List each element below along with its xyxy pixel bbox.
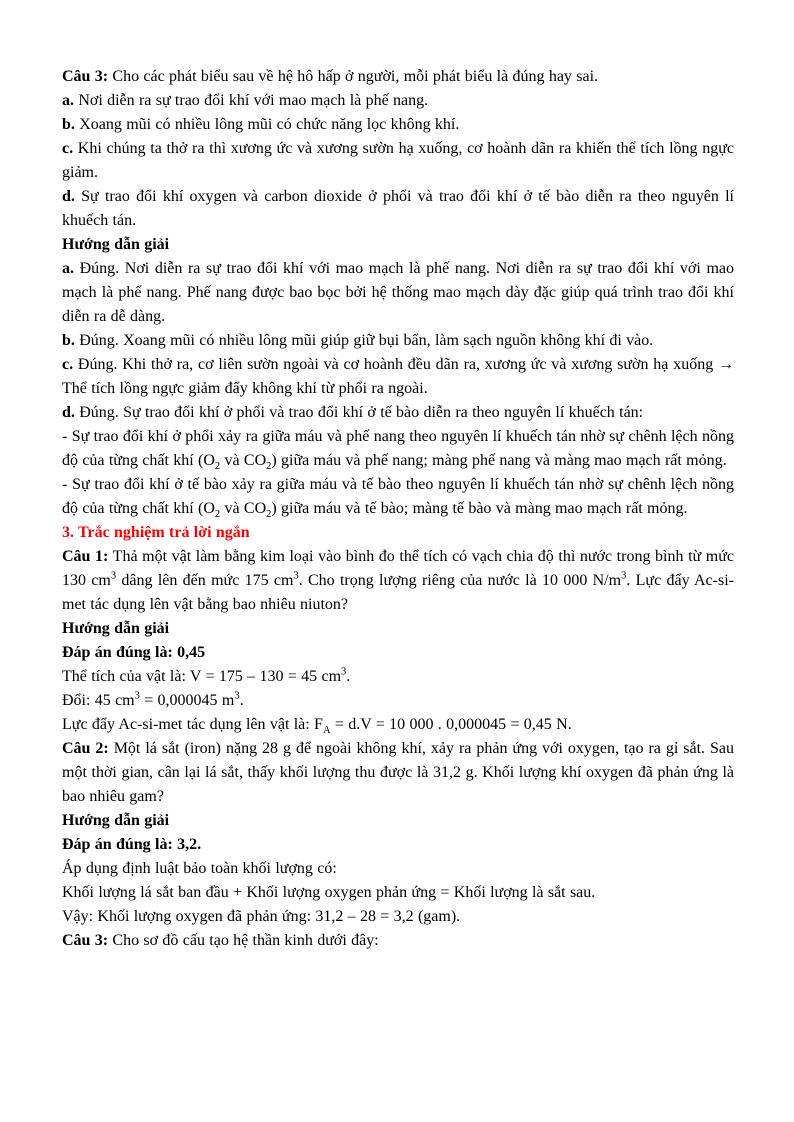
text-run: 2 [266,509,272,521]
solution-c [62,353,734,401]
cau1-work-volume [62,665,734,689]
text-run: Câu 3: [62,68,109,85]
text-run: Câu 1: [62,548,109,565]
document-body [62,65,734,953]
cau2-work-law [62,857,734,881]
text-run: Đáp án đúng là: 0,45 [62,644,206,661]
text-run: 3 [134,690,140,702]
cau2-work-result [62,905,734,929]
text-run: Sự trao đổi khí oxygen và carbon dioxide ở phổi và trao đổi khí ở tế bào diễn ra theo nguyên lí khuếch tán. [62,188,734,229]
question-cau1-archimedes [62,545,734,617]
text-run: Nơi diễn ra sự trao đổi khí với mao mạch là phế nang. [74,92,429,109]
text-run: Đúng. Xoang mũi có nhiều lông mũi giúp giữ bụi bẩn, làm sạch nguồn không khí đi vào. [74,332,654,349]
solution-heading-respiration [62,233,734,257]
text-run: a. [62,92,74,109]
question-cau3-respiration [62,65,734,89]
cau1-work-force [62,713,734,737]
text-run: . [346,668,351,685]
solution-heading-cau2 [62,809,734,833]
text-run: ) giữa máu và tế bào; màng tế bào và màng mao mạch rất mỏng. [271,500,688,517]
text-run: d. [62,404,75,421]
text-run: Thể tích của vật là: V = 175 – 130 = 45 cm [62,668,342,685]
text-run: Câu 2: [62,740,109,757]
text-run: 3 [621,570,627,582]
text-run: ) giữa máu và phế nang; màng phế nang và màng mao mạch rất mỏng. [271,452,727,469]
text-run: dâng lên đến mức 175 cm [116,572,294,589]
text-run: Hướng dẫn giải [62,812,170,829]
text-run: 3. Trắc nghiệm trả lời ngắn [62,524,250,541]
text-run: và CO [220,500,267,517]
text-run: c. [62,356,74,373]
text-run: 2 [214,461,221,473]
text-run: Thả một vật làm bằng kim loại vào bình đo thể tích có vạch chia độ thì nước trong bình từ mức 130 cm [62,548,734,589]
answer-cau2 [62,833,734,857]
text-run: Vậy: Khối lượng oxygen đã phản ứng: 31,2 – 28 = 3,2 (gam). [62,908,461,925]
text-run: = d.V = 10 000 . 0,000045 = 0,45 N. [330,716,572,733]
statement-b [62,113,734,137]
text-run: Câu 3: [62,932,109,949]
text-run: = 0,000045 m [139,692,235,709]
text-run: c. [62,140,74,157]
text-run: Đáp án đúng là: 3,2. [62,836,202,853]
question-cau2-iron [62,737,734,809]
answer-cau1 [62,641,734,665]
text-run: và CO [220,452,267,469]
text-run: 2 [214,509,221,521]
solution-a [62,257,734,329]
text-run: Lực đẩy Ac-si-met tác dụng lên vật là: F [62,716,323,733]
text-run: a. [62,260,74,277]
text-run: d. [62,188,75,205]
text-run: Hướng dẫn giải [62,236,170,253]
solution-b [62,329,734,353]
text-run: Đổi: 45 cm [62,692,135,709]
text-run: Khối lượng lá sắt ban đầu + Khối lượng oxygen phản ứng = Khối lượng là sắt sau. [62,884,596,901]
text-run: - Sự trao đổi khí ở tế bào xảy ra giữa máu và tế bào theo nguyên lí khuếch tán nhờ sự chênh lệch nồng độ của từng chất khí (O [62,476,734,517]
text-run: Cho các phát biểu sau về hệ hô hấp ở người, mỗi phát biểu là đúng hay sai. [108,68,599,85]
text-run: 3 [110,570,117,582]
statement-c [62,137,734,185]
cau1-work-convert [62,689,734,713]
solution-heading-cau1 [62,617,734,641]
text-run: Khi chúng ta thở ra thì xương ức và xương sườn hạ xuống, cơ hoành dãn ra khiến thể tích lồng ngực giảm. [62,140,734,181]
text-run: 2 [266,461,272,473]
text-run: b. [62,332,75,349]
text-run: . Lực đẩy Ac-si-met tác dụng lên vật bằng bao nhiêu niuton? [62,572,734,613]
text-run: . [239,692,244,709]
text-run: 3 [293,570,299,582]
cau2-work-equation [62,881,734,905]
text-run: Cho sơ đồ cấu tạo hệ thần kinh dưới đây: [108,932,379,949]
statement-d [62,185,734,233]
text-run: Một lá sắt (iron) nặng 28 g để ngoài không khí, xảy ra phản ứng với oxygen, tạo ra gỉ sắt. Sau một thời gian, cân lại lá sắt, thấy khối lượng thu được là 31,2 g. Khối lượng khí oxygen đã phản ứng là bao nhiêu gam? [62,740,734,805]
solution-d-note-1 [62,425,734,473]
text-run: b. [62,116,75,133]
solution-d [62,401,734,425]
question-cau3-nervous-system [62,929,734,953]
text-run: Đúng. Sự trao đổi khí ở phổi và trao đổi khí ở tế bào diễn ra theo nguyên lí khuếch tán: [74,404,644,421]
text-run: Hướng dẫn giải [62,620,170,637]
text-run: . Cho trọng lượng riêng của nước là 10 000 N/m [298,572,622,589]
statement-a [62,89,734,113]
text-run: 3 [341,666,347,678]
text-run: - Sự trao đổi khí ở phổi xảy ra giữa máu và phế nang theo nguyên lí khuếch tán nhờ sự chênh lệch nồng độ của từng chất khí (O [62,428,734,469]
text-run: Đúng. Nơi diễn ra sự trao đổi khí với mao mạch là phế nang. Nơi diễn ra sự trao đổi khí với mao mạch là phế nang. Phế nang được bao bọc bởi hệ thống mao mạch dày đặc giúp quá trình trao đổi khí diễn ra dễ dàng. [62,260,734,325]
solution-d-note-2 [62,473,734,521]
text-run: A [322,725,331,737]
text-run: Xoang mũi có nhiều lông mũi có chức năng lọc không khí. [74,116,460,133]
section-heading-short-answer [62,521,734,545]
text-run: 3 [234,690,240,702]
text-run: Đúng. Khi thở ra, cơ liên sườn ngoài và cơ hoành đều dãn ra, xương ức và xương sườn hạ xuống → Thể tích lồng ngực giảm đẩy không khí từ phổi ra ngoài. [62,356,734,397]
text-run: Áp dụng định luật bảo toàn khối lượng có: [62,860,337,877]
